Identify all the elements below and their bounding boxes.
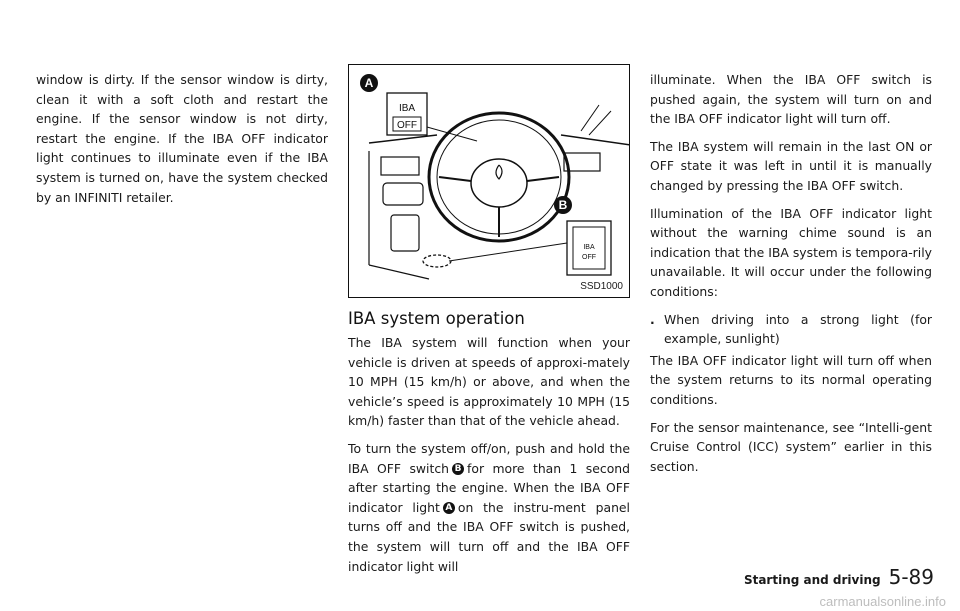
- p2-text-b: for more than 1 second after starting the engine. When the IBA OFF indicator light: [348, 460, 630, 515]
- page-number: 5-89: [888, 565, 934, 589]
- callout-b-label: B: [558, 198, 568, 212]
- figure-id: SSD1000: [580, 281, 623, 292]
- ref-b-badge: B: [452, 463, 464, 475]
- col3-paragraph-5: For the sensor maintenance, see “Intelli-gent Cruise Control (ICC) system” earlier in this section.: [650, 419, 932, 474]
- col2-paragraph-1: The IBA system will function when your vehicle is driven at speeds of approxi-mately 10 MPH (15 km/h) or above, and when the vehicle’s speed is approximately 10 MPH (15 km/h) faster than that of the vehicle ahead.: [348, 335, 630, 429]
- col3-paragraph-2: The IBA system will remain in the last ON or OFF state it was left in until it is manually changed by pressing the IBA OFF switch.: [650, 138, 932, 193]
- switch-a-top-label: IBA: [398, 103, 416, 114]
- column-3: [650, 70, 932, 484]
- switch-b-top-label: IBA: [583, 244, 595, 251]
- p2-text-c: on the instru-ment panel turns off and the IBA OFF switch is pushed, the system will turn off and the IBA OFF indicator light will: [348, 499, 630, 574]
- switch-a-bottom-label: OFF: [397, 120, 417, 131]
- dashboard-illustration: [348, 64, 630, 298]
- col3-paragraph-4: The IBA OFF indicator light will turn off when the system returns to its normal operating conditions.: [650, 352, 932, 407]
- col3-paragraph-3: Illumination of the IBA OFF indicator light without the warning chime sound is an indication that the IBA system is tempora-rily unavailable. It will occur under the following conditions:: [650, 205, 932, 299]
- dashboard-drawing: [349, 65, 630, 298]
- column-1: [36, 70, 328, 215]
- ref-a-badge: A: [443, 502, 455, 514]
- callout-a-label: A: [364, 76, 374, 90]
- col2-paragraph-2: [348, 439, 630, 576]
- col1-paragraph: window is dirty. If the sensor window is dirty, clean it with a soft cloth and restart the engine. If the sensor window is not dirty, restart the engine. If the IBA OFF indicator light continues to illuminate even if the IBA system is turned on, have the system checked by an INFINITI retailer.: [36, 72, 328, 205]
- p2-text-a: To turn the system off/on, push and hold the IBA OFF switch: [348, 440, 630, 476]
- switch-b-bottom-label: OFF: [582, 254, 596, 261]
- bullet-text: When driving into a strong light (for example, sunlight): [664, 311, 932, 347]
- bullet-mark: .: [650, 311, 655, 327]
- column-2-body: [348, 333, 630, 584]
- watermark: carmanualsonline.info: [819, 594, 946, 609]
- section-heading: IBA system operation: [348, 309, 525, 328]
- bullet-item: [650, 310, 932, 349]
- footer-section-title: Starting and driving: [743, 573, 881, 587]
- col3-paragraph-1: illuminate. When the IBA OFF switch is pushed again, the system will turn on and the IBA OFF indicator light will turn off.: [650, 72, 932, 127]
- page-footer: [744, 565, 934, 589]
